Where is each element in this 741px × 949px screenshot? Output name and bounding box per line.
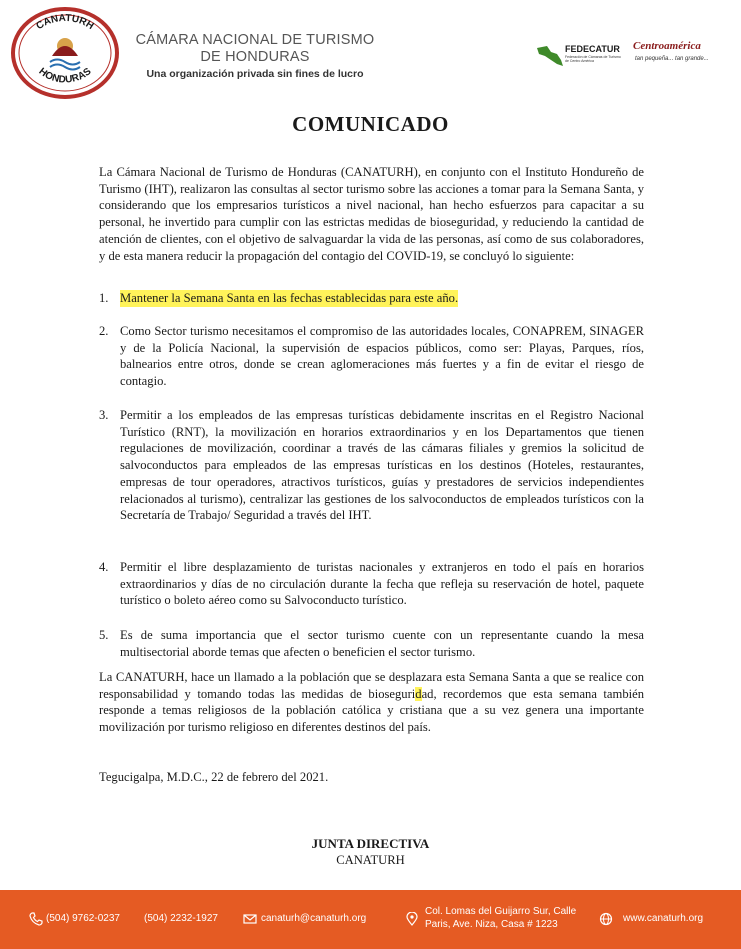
svg-text:HONDURAS: HONDURAS — [36, 66, 94, 86]
list-item-text: Es de suma importancia que el sector turismo cuente con un representante cuando la mesa multisectorial aborde temas que afecten o beneficien el sector turismo. — [120, 628, 644, 659]
contact-footer — [0, 890, 741, 949]
globe-icon — [599, 912, 613, 926]
list-item-number: 3. — [99, 408, 109, 422]
fedecatur-name: FEDECATUR — [565, 44, 620, 54]
central-america-map-icon — [535, 42, 565, 72]
list-item-text-highlighted: Mantener la Semana Santa en las fechas establecidas para este año. — [120, 291, 459, 305]
phone-number-2[interactable]: (504) 2232-1927 — [144, 913, 218, 924]
list-item-text: Permitir el libre desplazamiento de turistas nacionales y extranjeros en todo el país en horarios extraordinarios y días de no circulación durante la fecha que refleja su reservación de hotel, paquete turístico o boleto aéreo como su Salvoconducto turístico. — [120, 560, 644, 608]
closing-paragraph — [99, 669, 644, 736]
phone-icon — [29, 912, 43, 926]
fedecatur-logo — [535, 40, 625, 76]
email-icon — [243, 912, 257, 926]
address-line1: Col. Lomas del Guijarro Sur, Calle — [425, 906, 577, 917]
organization-name — [130, 32, 380, 80]
fedecatur-subtitle: Federación de Cámaras de Turismo de Centro América — [565, 55, 621, 63]
closing-text-start: La CANATURH, hace un llamado a la población que se desplazara esta Semana Santa a que se realice con responsabilidad y tomando todas las medidas de bioseguri — [99, 670, 644, 701]
list-item-text: Como Sector turismo necesitamos el compromiso de las autoridades locales, CONAPREM, SINAGER y de la Policía Nacional, la supervisión de espacios públicos, como ser: Playas, Parques, ríos, balnearios entre otros, donde se crean aglomeraciones más fuertes y a fin de evitar el riesgo de contagio. — [120, 324, 644, 389]
signature-block — [0, 836, 741, 868]
canaturh-seal-logo — [10, 6, 120, 100]
location-pin-icon — [405, 912, 419, 926]
list-item-number: 1. — [99, 291, 109, 305]
org-tagline: Una organización privada sin fines de lucro — [146, 68, 364, 80]
website-link[interactable]: www.canaturh.org — [623, 913, 704, 924]
address — [425, 905, 576, 931]
list-item-text: Permitir a los empleados de las empresas turísticas debidamente inscritas en el Registro Nacional Turístico (RNT), la movilización en horarios extraordinarios y en los Departamentos que tienen regulaciones de movilización, coordinar a través de las cámaras filiales y gremios la solicitud de salvoconductos para empleados de las empresas turísticas en los destinos (Hoteles, restaurantes, empresas de tour operadores, atractivos turísticos, guías y prestadores de servicios independientes relacionados al turismo), centralizar las gestiones de los salvoconductos de empleados turísticos con la Secretaría de Trabajo/ Seguridad a través del IHT. — [120, 408, 644, 523]
address-line2: Paris, Ave. Niza, Casa # 1223 — [425, 919, 558, 930]
email-link[interactable]: canaturh@canaturh.org — [261, 913, 367, 924]
intro-paragraph: La Cámara Nacional de Turismo de Honduras (CANATURH), en conjunto con el Instituto Hondureño de Turismo (IHT), realizaron las consultas al sector turismo sobre las acciones a tomar para la Semana Santa, y considerando que los empresarios turísticos a nivel nacional, han hecho esfuerzos para capacitar a su personal, he invertido para cumplir con las estrictas medidas de bioseguridad, y reduciendo la cantidad de atención de clientes, con el objetivo de salvaguardar la vida de las personas, así como de sus colaboradores, y de esta manera reducir la propagación del contagio del COVID-19, se concluyó lo siguiente: — [99, 165, 644, 263]
centroamerica-logo — [633, 40, 733, 76]
centroamerica-name: Centroamérica — [633, 40, 701, 52]
org-name-line2: DE HONDURAS — [200, 49, 310, 65]
centroamerica-tagline: tan pequeña... tan grande... — [635, 56, 709, 62]
list-item-number: 5. — [99, 628, 109, 642]
closing-text-end: ad, recordemos que esta semana también responde a temas religiosos de la población católica y cristiana que a su vez genera una importante movilización por turismo religioso en diferentes destinos del país. — [99, 686, 644, 735]
svg-text:CANATURH: CANATURH — [34, 12, 96, 33]
letterhead — [0, 0, 741, 100]
document-title: COMUNICADO — [292, 112, 449, 136]
list-item-number: 2. — [99, 324, 109, 338]
list-item-number: 4. — [99, 560, 109, 574]
org-name-line1: CÁMARA NACIONAL DE TURISMO — [135, 32, 375, 48]
phone-number-1[interactable]: (504) 9762-0237 — [46, 913, 120, 924]
document-date: Tegucigalpa, M.D.C., 22 de febrero del 2021. — [99, 770, 329, 784]
signature-org: CANATURH — [336, 853, 405, 867]
closing-highlighted-char: d — [415, 686, 422, 701]
signature-title: JUNTA DIRECTIVA — [311, 836, 430, 851]
